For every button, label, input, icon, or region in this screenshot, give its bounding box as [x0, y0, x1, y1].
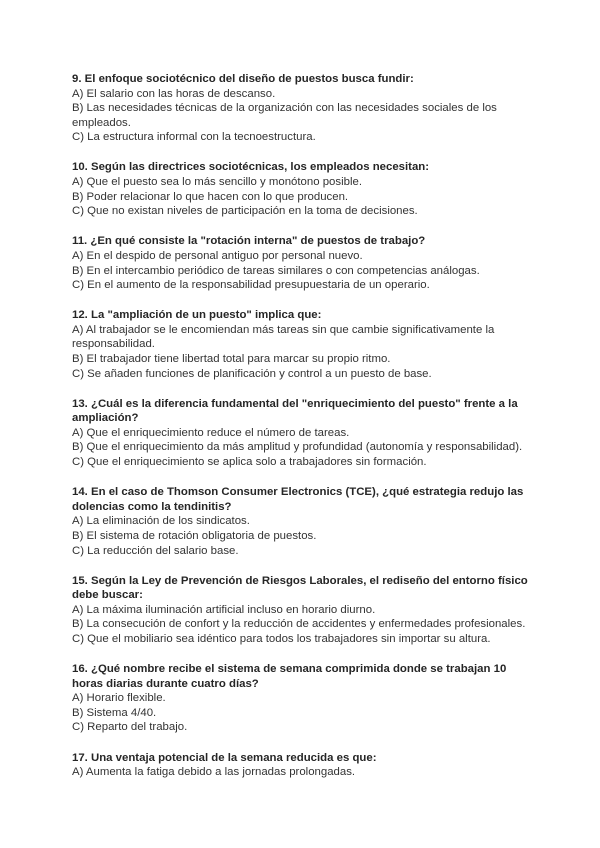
answer-option-a: A) El salario con las horas de descanso.: [72, 87, 276, 100]
question-14: [72, 485, 528, 558]
question-title: 12. La "ampliación de un puesto" implica que:: [72, 309, 322, 322]
question-title: 13. ¿Cuál es la diferencia fundamental del "enriquecimiento del puesto" frente a la ampliación?: [72, 397, 518, 425]
question-15: [72, 574, 528, 647]
answer-option-a: A) Que el puesto sea lo más sencillo y monótono posible.: [72, 176, 362, 189]
answer-option-c: C) Que el mobiliario sea idéntico para todos los trabajadores sin importar su altura.: [72, 633, 491, 645]
answer-option-c: C) Que el enriquecimiento se aplica solo a trabajadores sin formación.: [72, 456, 427, 469]
question-title: 14. En el caso de Thomson Consumer Electronics (TCE), ¿qué estrategia redujo las dolencias como la tendinitis?: [72, 486, 524, 513]
question-11: [72, 234, 528, 292]
question-13: [72, 397, 528, 470]
answer-option-a: A) Que el enriquecimiento reduce el número de tareas.: [72, 426, 350, 439]
question-12: [72, 308, 528, 381]
answer-option-a: A) Al trabajador se le encomiendan más tareas sin que cambie significativamente la responsabilidad.: [72, 323, 495, 351]
question-10: [72, 160, 528, 218]
answer-option-c: C) Se añaden funciones de planificación y control a un puesto de base.: [72, 367, 432, 380]
question-title: 17. Una ventaja potencial de la semana reducida es que:: [72, 751, 377, 764]
answer-option-c: C) Reparto del trabajo.: [72, 721, 188, 734]
question-title: 16. ¿Qué nombre recibe el sistema de semana comprimida donde se trabajan 10 horas diarias durante cuatro días?: [72, 663, 507, 690]
answer-option-a: A) La eliminación de los sindicatos.: [72, 515, 250, 528]
answer-option-b: B) Poder relacionar lo que hacen con lo que producen.: [72, 190, 349, 203]
answer-option-b: B) El trabajador tiene libertad total para marcar su propio ritmo.: [72, 353, 391, 365]
question-9: [72, 72, 528, 145]
answer-option-a: A) Aumenta la fatiga debido a las jornadas prolongadas.: [72, 766, 356, 779]
answer-option-b: B) La consecución de confort y la reducción de accidentes y enfermedades profesionales.: [72, 618, 526, 631]
question-16: [72, 662, 528, 735]
answer-option-a: A) La máxima iluminación artificial incluso en horario diurno.: [72, 603, 376, 616]
answer-option-b: B) Las necesidades técnicas de la organización con las necesidades sociales de los empleados.: [72, 102, 497, 129]
answer-option-b: B) Que el enriquecimiento da más amplitud y profundidad (autonomía y responsabilidad).: [72, 441, 523, 454]
question-title: 9. El enfoque sociotécnico del diseño de puestos busca fundir:: [72, 73, 414, 85]
question-title: 10. Según las directrices sociotécnicas, los empleados necesitan:: [72, 161, 430, 174]
answer-option-c: C) En el aumento de la responsabilidad presupuestaria de un operario.: [72, 279, 430, 292]
answer-option-a: A) En el despido de personal antiguo por personal nuevo.: [72, 249, 363, 262]
answer-option-c: C) La estructura informal con la tecnoestructura.: [72, 131, 316, 144]
answer-option-b: B) Sistema 4/40.: [72, 706, 157, 719]
question-title: 11. ¿En qué consiste la "rotación interna" de puestos de trabajo?: [72, 235, 426, 248]
question-17: [72, 751, 528, 780]
answer-option-b: B) El sistema de rotación obligatoria de puestos.: [72, 529, 317, 542]
answer-option-c: C) La reducción del salario base.: [72, 544, 239, 557]
answer-option-a: A) Horario flexible.: [72, 692, 166, 705]
question-title: 15. Según la Ley de Prevención de Riesgos Laborales, el rediseño del entorno físico debe buscar:: [72, 574, 528, 602]
answer-option-c: C) Que no existan niveles de participación en la toma de decisiones.: [72, 205, 418, 218]
answer-option-b: B) En el intercambio periódico de tareas similares o con competencias análogas.: [72, 264, 480, 277]
